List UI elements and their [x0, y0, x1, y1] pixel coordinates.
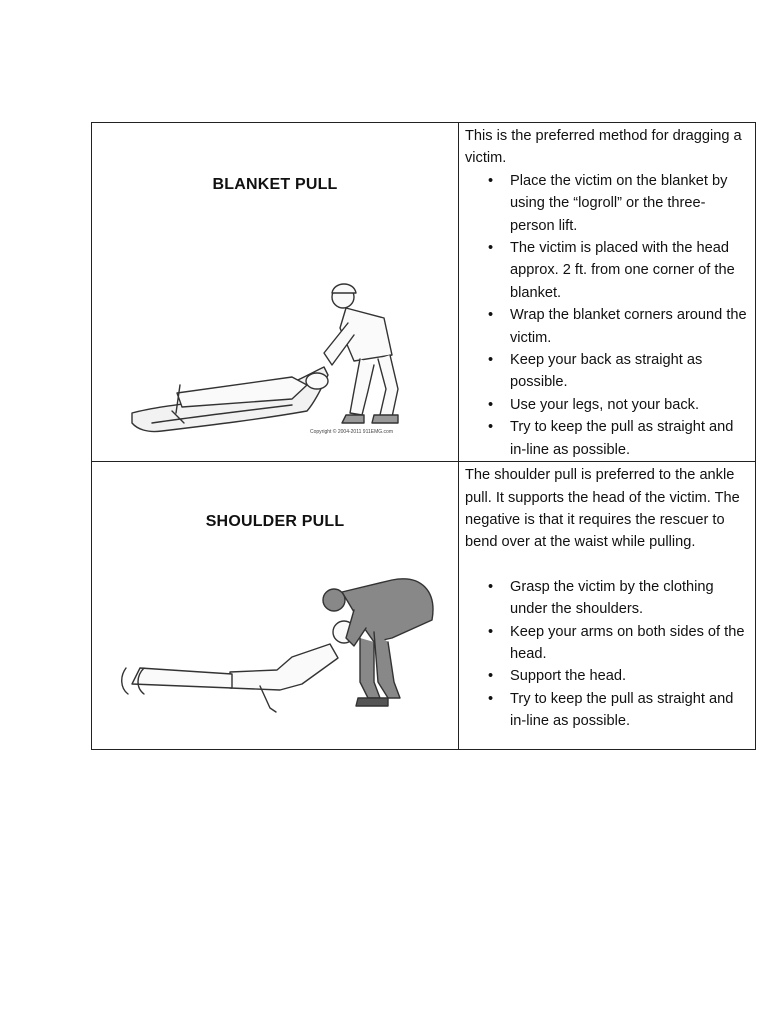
blanket-pull-image-cell	[92, 123, 459, 462]
method-title: SHOULDER PULL	[205, 513, 345, 531]
list-item: • Place the victim on the blanket by using the “logroll” or the three-person lift.	[510, 170, 749, 237]
shoulder-pull-illustration	[92, 462, 458, 749]
illustration-caption: Copyright © 2004-2011 911EMG.com	[310, 429, 393, 435]
intro-text: This is the preferred method for dragging a victim.	[465, 128, 742, 167]
shoulder-pull-image-cell	[92, 462, 459, 750]
method-title: BLANKET PULL	[212, 176, 338, 193]
procedures-table	[91, 122, 756, 750]
steps-list	[465, 576, 749, 733]
spacer	[465, 554, 749, 576]
list-item: • Keep your back as straight as possible.	[510, 349, 749, 394]
shoulder-pull-description	[459, 462, 756, 750]
blanket-pull-row	[92, 123, 756, 462]
list-item: • Keep your arms on both sides of the head.	[510, 621, 749, 666]
shoulder-pull-row	[92, 462, 756, 750]
list-item: • Support the head.	[510, 665, 749, 687]
list-item: • Grasp the victim by the clothing under the shoulders.	[510, 576, 749, 621]
blanket-pull-illustration	[92, 123, 458, 459]
intro-text: The shoulder pull is preferred to the ankle pull. It supports the head of the victim. The negative is that it requires the rescuer to bend over at the waist while pulling.	[465, 467, 740, 551]
steps-list	[465, 170, 749, 461]
list-item: • Try to keep the pull as straight and in-line as possible.	[510, 416, 749, 461]
list-item: • Use your legs, not your back.	[510, 394, 749, 416]
list-item: • Try to keep the pull as straight and in-line as possible.	[510, 688, 749, 733]
list-item: • The victim is placed with the head approx. 2 ft. from one corner of the blanket.	[510, 237, 749, 304]
blanket-pull-description	[459, 123, 756, 462]
list-item: • Wrap the blanket corners around the victim.	[510, 304, 749, 349]
